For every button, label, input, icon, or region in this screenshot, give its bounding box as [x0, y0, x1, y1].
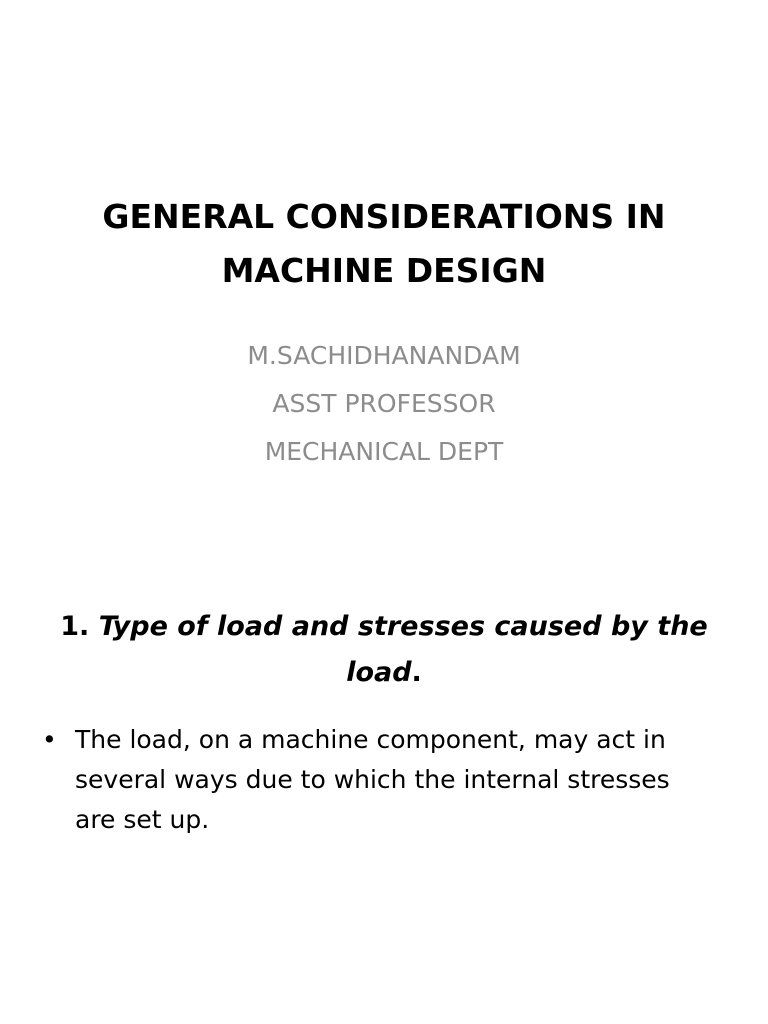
author-position: ASST PROFESSOR	[272, 389, 496, 418]
heading-number: 1.	[60, 611, 90, 642]
author-name: M.SACHIDHANANDAM	[247, 341, 521, 370]
presentation-title	[40, 190, 728, 298]
heading-period: .	[411, 657, 422, 688]
title-line-1: GENERAL CONSIDERATIONS IN	[102, 197, 666, 236]
author-block	[40, 332, 728, 476]
heading-text: Type of load and stresses caused by the load	[98, 611, 708, 688]
list-item	[38, 720, 718, 840]
bullet-icon: •	[42, 725, 57, 754]
bullet-list	[38, 720, 718, 840]
bullet-text: The load, on a machine component, may act in several ways due to which the internal stresses are set up.	[75, 725, 670, 834]
section-heading	[30, 604, 738, 696]
author-department: MECHANICAL DEPT	[264, 437, 504, 466]
content-slide	[0, 576, 768, 1024]
title-line-2: MACHINE DESIGN	[221, 251, 547, 290]
